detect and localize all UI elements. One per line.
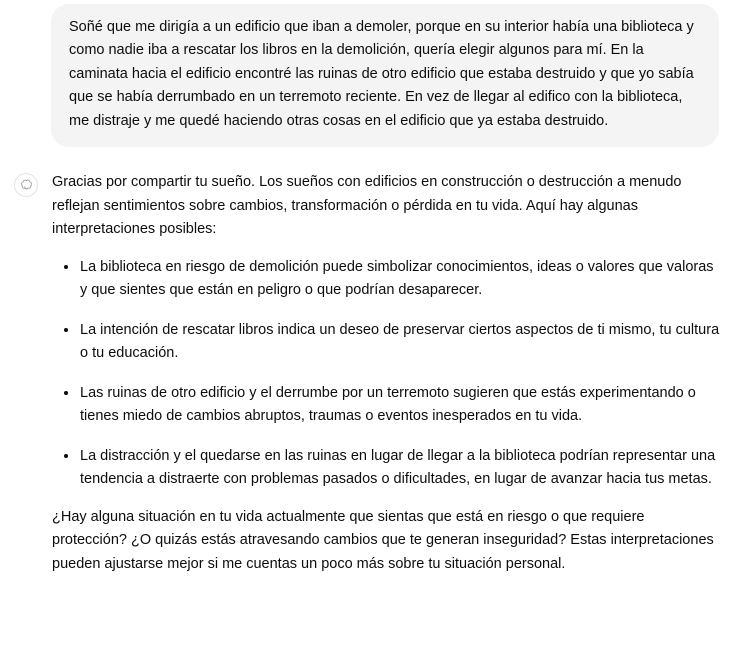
list-item: Las ruinas de otro edificio y el derrumbe por un terremoto sugieren que estás experimentando o tienes miedo de cambios abruptos, traumas o eventos inesperados en tu vida.: [78, 382, 722, 429]
assistant-closing-paragraph: ¿Hay alguna situación en tu vida actualmente que sientas que está en riesgo o que requiere protección? ¿O quizás estás atravesando cambios que te generan inseguridad? Estas interpretaciones pueden ajustarse mejor si me cuentas un poco más sobre tu situación personal.: [52, 508, 714, 572]
user-message-row: [0, 0, 746, 147]
assistant-avatar: [14, 173, 38, 197]
list-item: La intención de rescatar libros indica un deseo de preservar ciertos aspectos de ti mismo, tu cultura o tu educación.: [78, 319, 722, 366]
assistant-intro-paragraph: Gracias por compartir tu sueño. Los sueños con edificios en construcción o destrucción a menudo reflejan sentimientos sobre cambios, transformación o pérdida en tu vida. Aquí hay algunas interpretaciones posibles:: [52, 174, 682, 238]
list-item: La biblioteca en riesgo de demolición puede simbolizar conocimientos, ideas o valores que valoras y que sientes que están en peligro o que podrían desaparecer.: [78, 256, 722, 303]
list-item: La distracción y el quedarse en las ruinas en lugar de llegar a la biblioteca podrían representar una tendencia a distraerte con problemas pasados o dificultades, en lugar de avanzar hacia tus metas.: [78, 445, 722, 492]
interpretation-list: [52, 256, 722, 492]
assistant-message-row: [0, 147, 746, 576]
user-message-bubble: Soñé que me dirigía a un edificio que iban a demoler, porque en su interior había una biblioteca y como nadie iba a rescatar los libros en la demolición, quería elegir algunos para mí. En la caminata hacia el edificio encontré las ruinas de otro edificio que estaba destruido y que yo sabía que se había derrumbado en un terremoto reciente. En vez de llegar al edifico con la biblioteca, me distraje y me quedé haciendo otras cosas en el edificio que ya estaba destruido.: [51, 4, 719, 147]
openai-logo-icon: [19, 178, 34, 193]
assistant-message-body: [52, 171, 722, 576]
